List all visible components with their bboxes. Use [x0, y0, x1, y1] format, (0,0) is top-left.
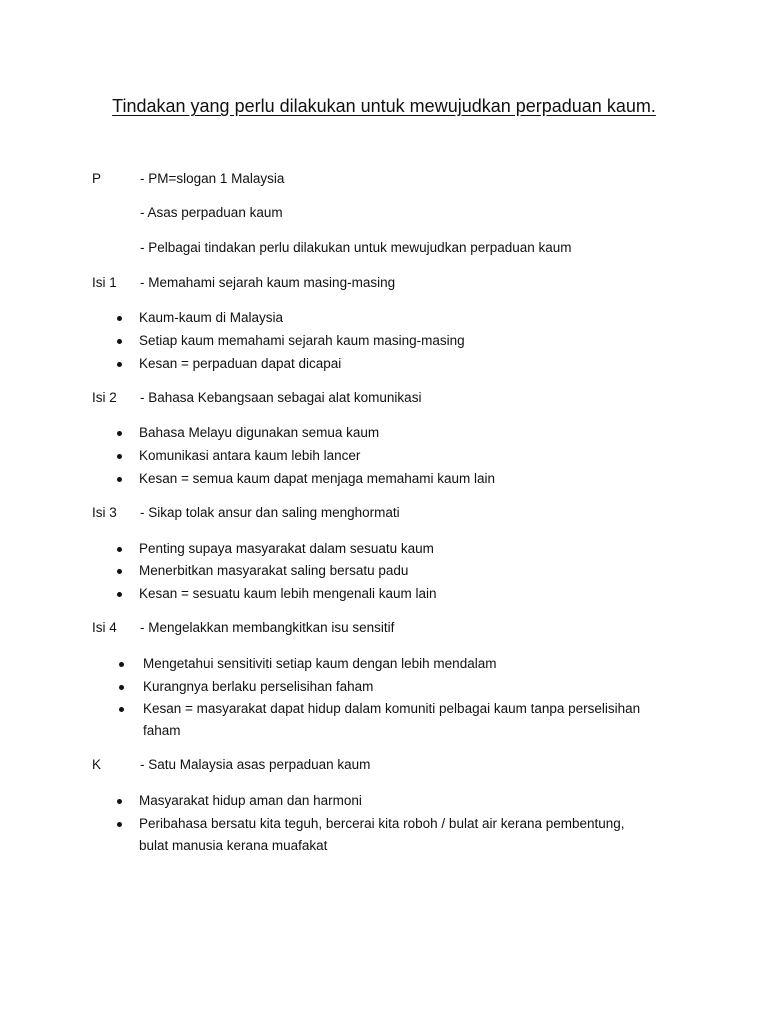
intro-line: - Pelbagai tindakan perlu dilakukan untuk mewujudkan perpaduan kaum: [140, 240, 572, 255]
bullet-text: Setiap kaum memahami sejarah kaum masing-masing: [139, 333, 465, 348]
document-title: Tindakan yang perlu dilakukan untuk mewujudkan perpaduan kaum.: [112, 96, 656, 116]
bullet-icon: [117, 431, 122, 436]
section-label: Isi 4: [92, 620, 117, 635]
bullet-text: Kurangnya berlaku perselisihan faham: [143, 679, 374, 694]
section-heading-row: [0, 273, 768, 293]
section-heading: - Memahami sejarah kaum masing-masing: [140, 275, 396, 290]
section-heading: - Mengelakkan membangkitkan isu sensitif: [140, 620, 395, 635]
intro-row-3: [0, 238, 768, 258]
bullet-icon: [117, 547, 122, 552]
bullet-text: bulat manusia kerana muafakat: [139, 838, 328, 853]
bullet-text: Kesan = sesuatu kaum lebih mengenali kaum lain: [139, 586, 437, 601]
intro-line: - PM=slogan 1 Malaysia: [140, 171, 285, 186]
section-heading-row: [0, 503, 768, 523]
bullet-icon: [119, 662, 124, 667]
bullet-text: Komunikasi antara kaum lebih lancer: [139, 448, 361, 463]
intro-row-2: [0, 203, 768, 223]
bullet-text: Peribahasa bersatu kita teguh, bercerai kita roboh / bulat air kerana pembentung,: [139, 816, 625, 831]
bullet-text: Kesan = semua kaum dapat menjaga memahami kaum lain: [139, 471, 496, 486]
bullet-text: Penting supaya masyarakat dalam sesuatu kaum: [139, 541, 434, 556]
bullet-icon: [117, 454, 122, 459]
intro-line: - Asas perpaduan kaum: [140, 205, 283, 220]
intro-label: P: [92, 171, 102, 186]
section-heading: - Sikap tolak ansur dan saling menghormati: [140, 505, 400, 520]
bullet-text: Mengetahui sensitiviti setiap kaum dengan lebih mendalam: [143, 656, 497, 671]
bullet-icon: [119, 707, 124, 712]
bullet-icon: [117, 477, 122, 482]
bullet-text: Bahasa Melayu digunakan semua kaum: [139, 425, 380, 440]
bullet-text: Kesan = masyarakat dapat hidup dalam komuniti pelbagai kaum tanpa perselisihan: [143, 701, 641, 716]
bullet-icon: [117, 592, 122, 597]
intro-row-1: [0, 169, 768, 189]
section-label: Isi 1: [92, 275, 117, 290]
bullet-text: Menerbitkan masyarakat saling bersatu padu: [139, 563, 409, 578]
bullet-text: Masyarakat hidup aman dan harmoni: [139, 793, 362, 808]
conclusion-label: K: [92, 757, 102, 772]
section-heading: - Bahasa Kebangsaan sebagai alat komunikasi: [140, 390, 422, 405]
bullet-icon: [117, 316, 122, 321]
bullet-icon: [117, 799, 122, 804]
bullet-text: Kesan = perpaduan dapat dicapai: [139, 356, 342, 371]
section-label: Isi 2: [92, 390, 117, 405]
section-heading-row: [0, 618, 768, 638]
bullet-icon: [117, 339, 122, 344]
conclusion-heading: - Satu Malaysia asas perpaduan kaum: [140, 757, 371, 772]
bullet-icon: [117, 362, 122, 367]
bullet-text: Kaum-kaum di Malaysia: [139, 310, 284, 325]
bullet-icon: [119, 685, 124, 690]
section-label: Isi 3: [92, 505, 117, 520]
bullet-icon: [117, 569, 122, 574]
section-heading-row: [0, 388, 768, 408]
conclusion-heading-row: [0, 755, 768, 775]
bullet-icon: [117, 822, 122, 827]
bullet-text: faham: [143, 723, 181, 738]
